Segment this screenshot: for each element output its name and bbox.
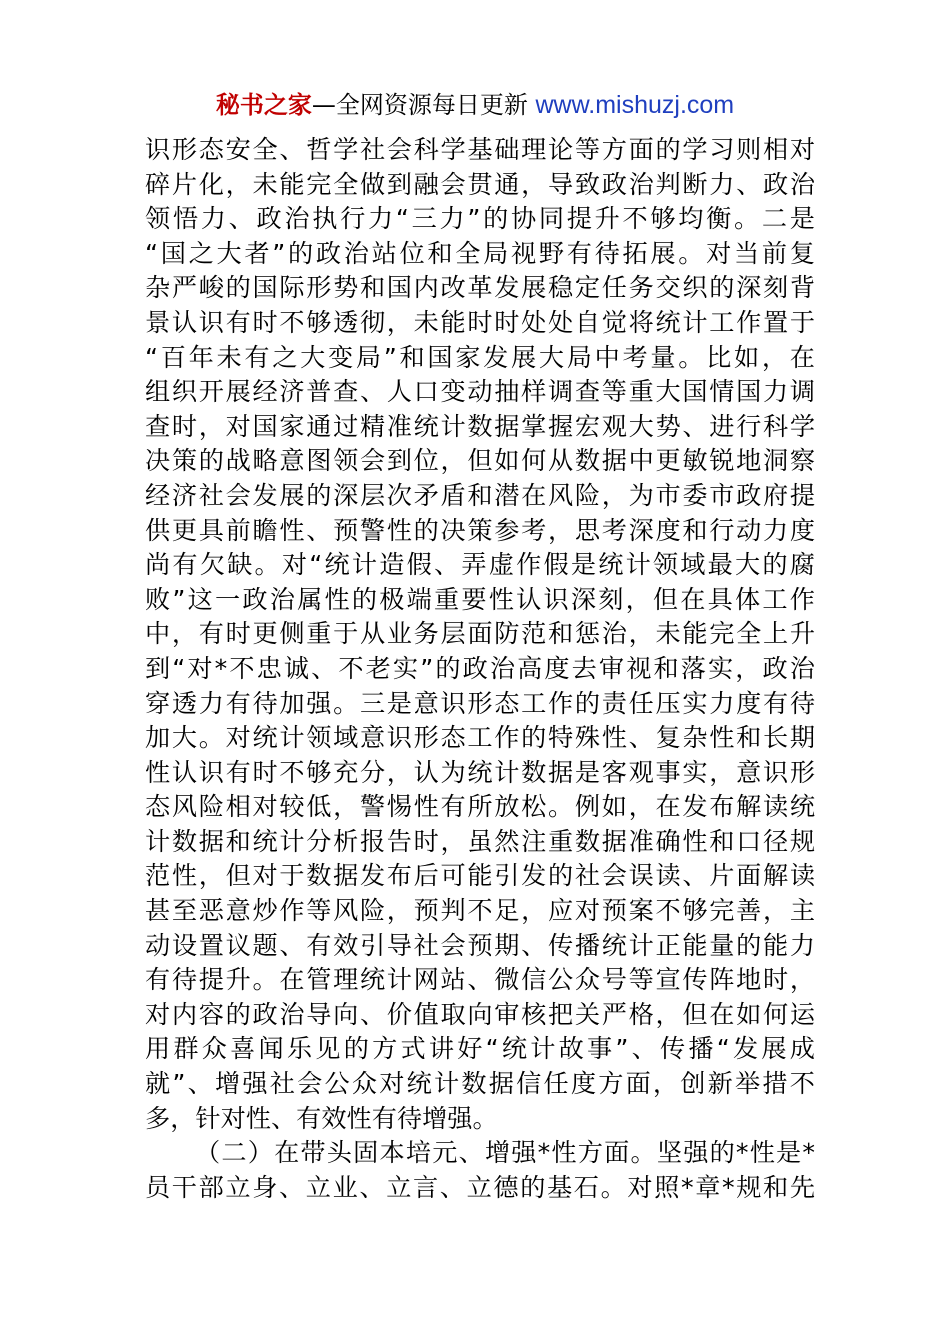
text-line: 员干部立身、立业、立言、立德的基石。对照*章*规和先 xyxy=(145,1172,815,1202)
text-line: 组织开展经济普查、人口变动抽样调查等重大国情国力调 xyxy=(145,377,815,407)
text-line: 就”、增强社会公众对统计数据信任度方面，创新举措不 xyxy=(145,1069,815,1099)
site-brand: 秘书之家 xyxy=(215,91,312,119)
section-heading-line: （二）在带头固本培元、增强*性方面。坚强的*性是* xyxy=(195,1138,815,1168)
text-line: 性认识有时不够充分，认为统计数据是客观事实，意识形 xyxy=(145,757,815,787)
paragraph-end-line: 多，针对性、有效性有待增强。 xyxy=(145,1103,498,1133)
text-line: 败”这一政治属性的极端重要性认识深刻，但在具体工作 xyxy=(145,584,815,614)
text-line: 景认识有时不够透彻，未能时时处处自觉将统计工作置于 xyxy=(145,307,815,337)
text-line: 碎片化，未能完全做到融会贯通，导致政治判断力、政治 xyxy=(145,169,815,199)
text-line: 决策的战略意图领会到位，但如何从数据中更敏锐地洞察 xyxy=(145,446,815,476)
text-line: 态风险相对较低，警惕性有所放松。例如，在发布解读统 xyxy=(145,792,815,822)
text-line: 加大。对统计领域意识形态工作的特殊性、复杂性和长期 xyxy=(145,723,815,753)
site-url-link[interactable]: www.mishuzj.com xyxy=(535,91,735,119)
text-line: 范性，但对于数据发布后可能引发的社会误读、片面解读 xyxy=(145,861,815,891)
text-line: 供更具前瞻性、预警性的决策参考，思考深度和行动力度 xyxy=(145,515,815,545)
text-line: 经济社会发展的深层次矛盾和潜在风险，为市委市政府提 xyxy=(145,480,815,510)
text-line: 杂严峻的国际形势和国内改革发展稳定任务交织的深刻背 xyxy=(145,273,815,303)
text-line: “国之大者”的政治站位和全局视野有待拓展。对当前复 xyxy=(145,238,815,268)
text-line: 有待提升。在管理统计网站、微信公众号等宣传阵地时， xyxy=(145,965,815,995)
text-line: 中，有时更侧重于从业务层面防范和惩治，未能完全上升 xyxy=(145,619,815,649)
text-line: 到“对*不忠诚、不老实”的政治高度去审视和落实，政治 xyxy=(145,653,815,683)
text-line: 甚至恶意炒作等风险，预判不足，应对预案不够完善，主 xyxy=(145,896,815,926)
text-line: 识形态安全、哲学社会科学基础理论等方面的学习则相对 xyxy=(145,135,815,164)
text-line: 动设置议题、有效引导社会预期、传播统计正能量的能力 xyxy=(145,930,815,960)
text-line: 尚有欠缺。对“统计造假、弄虚作假是统计领域最大的腐 xyxy=(145,550,815,580)
text-line: 领悟力、政治执行力“三力”的协同提升不够均衡。二是 xyxy=(145,204,815,234)
text-line: 计数据和统计分析报告时，虽然注重数据准确性和口径规 xyxy=(145,826,815,856)
text-line: 穿透力有待加强。三是意识形态工作的责任压实力度有待 xyxy=(145,688,815,718)
text-line: 对内容的政治导向、价值取向审核把关严格，但在如何运 xyxy=(145,999,815,1029)
document-body xyxy=(145,133,815,1205)
text-line: 用群众喜闻乐见的方式讲好“统计故事”、传播“发展成 xyxy=(145,1034,815,1064)
site-tagline: —全网资源每日更新 xyxy=(311,91,536,119)
site-header xyxy=(0,88,950,122)
text-line: 查时，对国家通过精准统计数据掌握宏观大势、进行科学 xyxy=(145,411,815,441)
text-line: “百年未有之大变局”和国家发展大局中考量。比如，在 xyxy=(145,342,815,372)
